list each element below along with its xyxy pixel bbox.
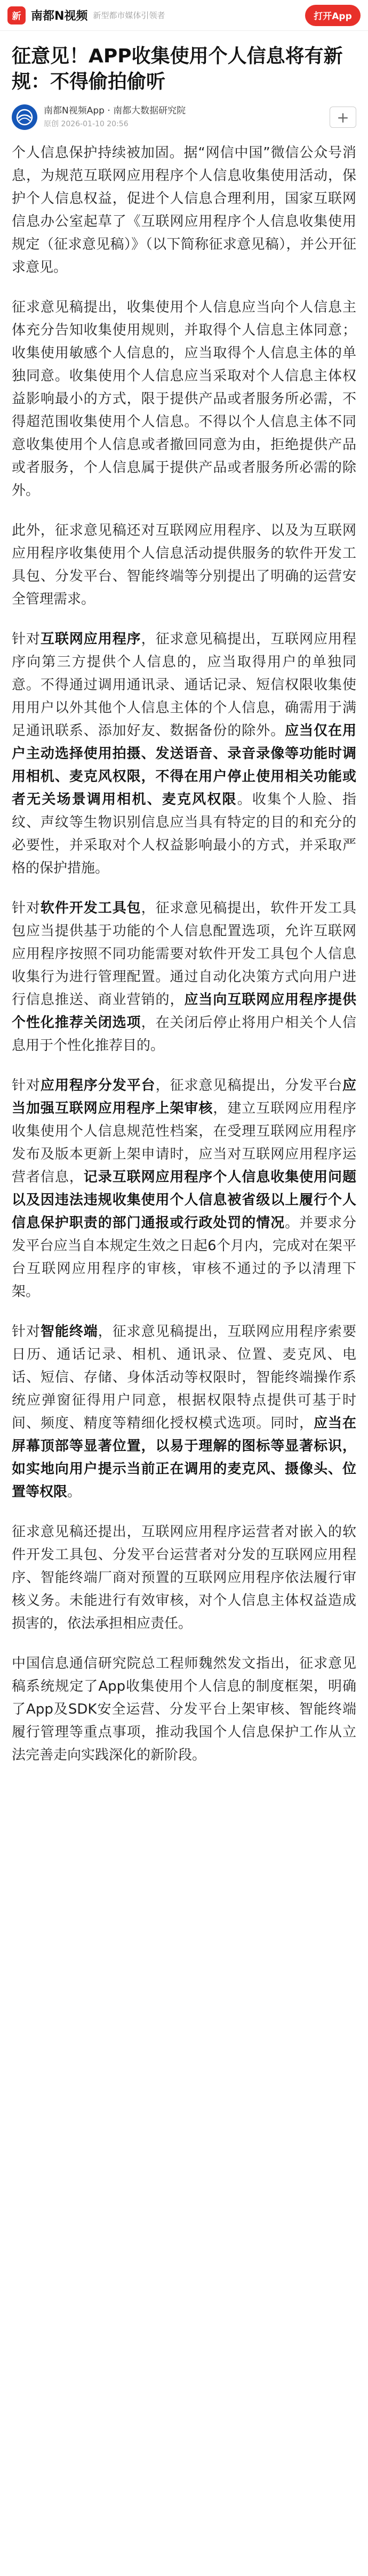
article-body <box>0 130 368 1805</box>
article-paragraph <box>12 1320 356 1504</box>
app-logo-text: 新 <box>12 11 21 22</box>
paragraph-text: 征求意见稿提出，收集使用个人信息应当向个人信息主体充分告知收集使用规则，并取得个人信息主体同意；收集使用敏感个人信息的，应当取得个人信息主体的单独同意。收集使用个人信息应当采取对个人信息主体权益影响最小的方式，限于提供产品或者服务所必需，不得超范围收集使用个人信息。不得以个人信息主体不同意收集使用个人信息或者撤回同意为由，拒绝提供产品或者服务，个人信息属于提供产品或者服务所必需的除外。 <box>12 299 356 499</box>
bold-text: 智能终端 <box>40 1324 98 1340</box>
paragraph-text: ，在关闭后停止将用户相关个人信息用于个性化推荐目的。 <box>12 1015 356 1054</box>
bold-text: 软件开发工具包 <box>40 900 141 916</box>
open-app-button[interactable]: 打开App <box>305 5 361 26</box>
article-paragraph <box>12 519 356 611</box>
author-row <box>0 95 368 130</box>
article-title: 征意见！APP收集使用个人信息将有新规：不得偷拍偷听 <box>12 45 343 93</box>
author-meta <box>44 104 330 130</box>
article-paragraph <box>12 1652 356 1767</box>
follow-button[interactable]: + <box>330 107 356 128</box>
paragraph-text: ，建立互联网应用程序收集使用个人信息规范性档案，在受理互联网应用程序发布及版本更新上架申请时，应当对互联网应用程序运营者信息， <box>12 1100 356 1185</box>
bold-text: 应当加强互联网应用程序上架审核 <box>12 1078 356 1116</box>
bold-text: 应当向互联网应用程序提供个性化推荐关闭选项 <box>12 992 356 1031</box>
paragraph-text: 。 <box>67 1484 82 1500</box>
globe-icon <box>15 108 34 127</box>
paragraph-text: 中国信息通信研究院总工程师魏然发文指出，征求意见稿系统规定了App收集使用个人信息的制度框架，明确了App及SDK安全运营、分发平台上架审核、智能终端履行管理等重点事项，推动我国个人信息保护工作从立法完善走向实践深化的新阶段。 <box>12 1656 356 1763</box>
article-paragraph <box>12 1074 356 1303</box>
article-paragraph <box>12 142 356 279</box>
paragraph-text: 针对 <box>12 1324 41 1340</box>
paragraph-text: 。并要求分发平台应当自本规定生效之日起6个月内，完成对在架平台互联网应用程序的审核，审核不通过的予以清理下架。 <box>12 1215 356 1300</box>
paragraph-text: 针对 <box>12 631 41 647</box>
author-name[interactable]: 南都N视频App · 南都大数据研究院 <box>44 105 186 116</box>
app-name: 南都N视频 <box>31 10 88 23</box>
bold-text: 记录互联网应用程序个人信息收集使用问题以及因违法违规收集使用个人信息被省级以上履行个人信息保护职责的部门通报或行政处罚的情况 <box>12 1169 356 1231</box>
article-paragraph <box>12 897 356 1057</box>
app-download-banner <box>0 0 368 31</box>
article-paragraph <box>12 628 356 880</box>
app-slogan: 新型都市媒体引领者 <box>93 11 165 20</box>
paragraph-text: ，征求意见稿提出，软件开发工具包应当提供基于功能的个人信息配置选项，允许互联网应用程序按照不同功能需要对软件开发工具包个人信息收集行为进行管理配置。通过自动化决策方式向用户进行信息推送、商业营销的， <box>12 900 356 1008</box>
paragraph-text: 征求意见稿还提出，互联网应用程序运营者对嵌入的软件开发工具包、分发平台运营者对分发的互联网应用程序、智能终端厂商对预置的互联网应用程序依法履行审核义务。未能进行有效审核，对个人信息主体权益造成损害的，依法承担相应责任。 <box>12 1524 356 1632</box>
paragraph-text: 针对 <box>12 900 41 916</box>
bold-text: 应当在屏幕顶部等显著位置，以易于理解的图标等显著标识，如实地向用户提示当前正在调用的麦克风、摄像头、位置等权限 <box>12 1415 356 1500</box>
bold-text: 应用程序分发平台 <box>40 1078 156 1094</box>
paragraph-text: ，征求意见稿提出，互联网应用程序向第三方提供个人信息的，应当取得用户的单独同意。不得通过调用通讯录、通话记录、短信权限收集使用用户以外其他个人信息主体的个人信息，确需用于满足通讯联系、添加好友、数据备份的除外。 <box>12 631 356 739</box>
paragraph-text: ，征求意见稿提出，互联网应用程序索要日历、通话记录、相机、通讯录、位置、麦克风、电话、短信、存储、身体活动等权限时，智能终端操作系统应弹窗征得用户同意，根据权限特点提供可基于时间、频度、精度等精细化授权模式选项。同时， <box>12 1324 356 1431</box>
publish-date: 原创 2026-01-10 20:56 <box>44 120 129 128</box>
paragraph-text: 此外，征求意见稿还对互联网应用程序、以及为互联网应用程序收集使用个人信息活动提供服务的软件开发工具包、分发平台、智能终端等分别提出了明确的运营安全管理需求。 <box>12 523 356 607</box>
paragraph-text: 针对 <box>12 1078 41 1094</box>
bold-text: 应当仅在用户主动选择使用拍摄、发送语音、录音录像等功能时调用相机、麦克风权限，不得在用户停止使用相关功能或者无关场景调用相机、麦克风权限 <box>12 723 356 808</box>
paragraph-text: 。收集个人脸、指纹、声纹等生物识别信息应当具有特定的目的和充分的必要性，并采取对个人权益影响最小的方式，并采取严格的保护措施。 <box>12 792 356 876</box>
article-paragraph <box>12 296 356 502</box>
paragraph-text: ，征求意见稿提出，分发平台 <box>155 1078 342 1094</box>
author-avatar-icon[interactable] <box>12 104 37 130</box>
article-paragraph <box>12 1521 356 1635</box>
bold-text: 互联网应用程序 <box>40 631 141 647</box>
app-logo-icon <box>7 6 26 25</box>
paragraph-text: 个人信息保护持续被加固。据“网信中国”微信公众号消息，为规范互联网应用程序个人信息收集使用活动，保护个人信息权益，促进个人信息合理利用，国家互联网信息办公室起草了《互联网应用程序个人信息收集使用规定（征求意见稿）》（以下简称征求意见稿），并公开征求意见。 <box>12 145 356 275</box>
